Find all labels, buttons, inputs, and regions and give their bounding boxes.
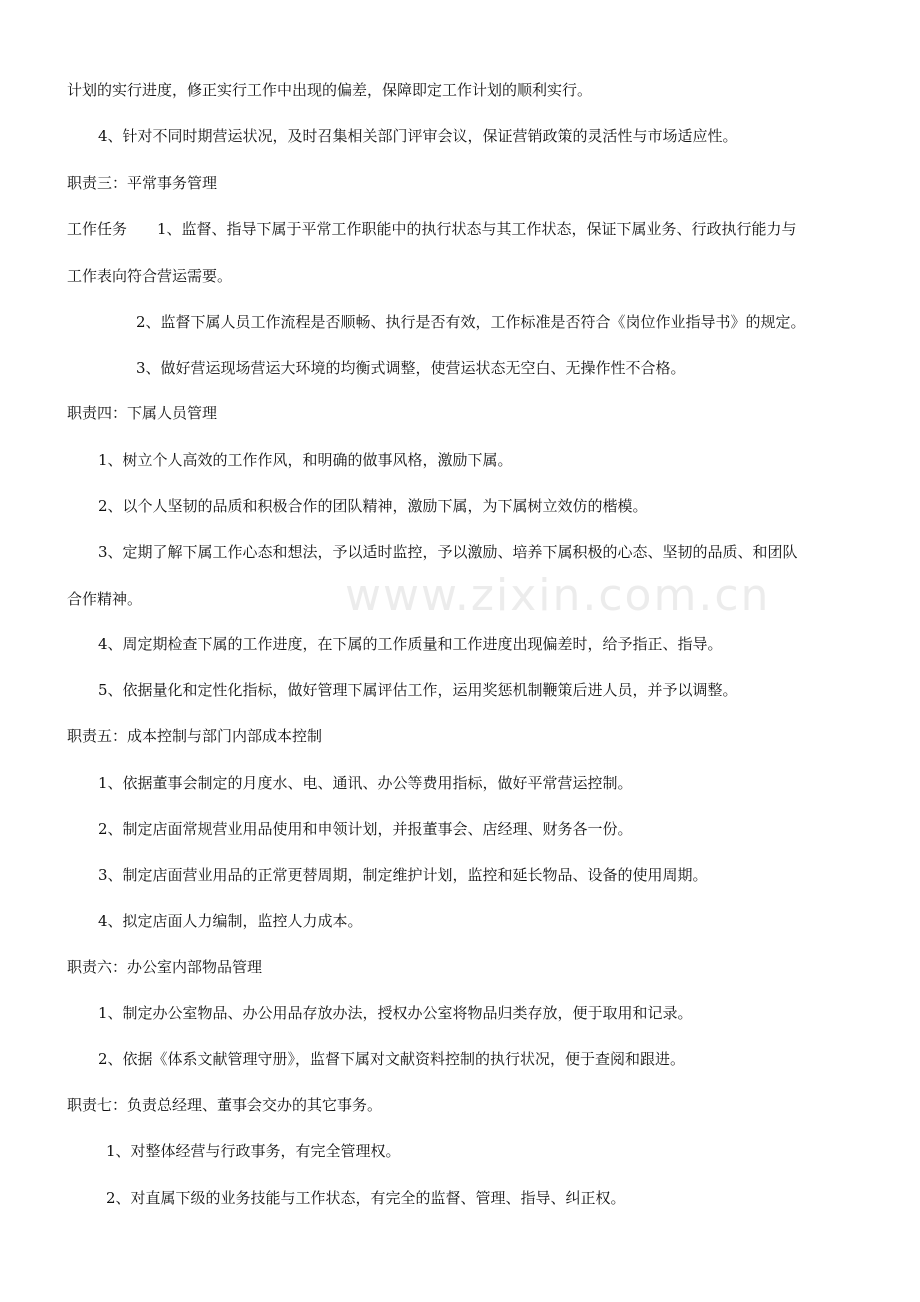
section-heading: 职责五：成本控制与部门内部成本控制 [67,727,323,745]
text-line: 1、树立个人高效的工作作风，和明确的做事风格，激励下属。 [98,451,513,469]
text-line: 合作精神。 [67,590,143,608]
text-line: 2、对直属下级的业务技能与工作状态，有完全的监督、管理、指导、纠正权。 [106,1189,626,1207]
text-line: 2、监督下属人员工作流程是否顺畅、执行是否有效，工作标准是否符合《岗位作业指导书》的规定。 [136,313,806,331]
text-line: 1、制定办公室物品、办公用品存放办法，授权办公室将物品归类存放，便于取用和记录。 [98,1004,693,1022]
text-line: 2、依据《体系文献管理守册》，监督下属对文献资料控制的执行状况，便于查阅和跟进。 [98,1050,686,1068]
section-heading: 职责六：办公室内部物品管理 [67,958,263,976]
text-line: 3、制定店面营业用品的正常更替周期，制定维护计划，监控和延长物品、设备的使用周期。 [98,866,708,884]
section-heading: 职责四：下属人员管理 [67,404,218,422]
text-line: 2、制定店面常规营业用品使用和申领计划，并报董事会、店经理、财务各一份。 [98,820,633,838]
section-heading: 职责三：平常事务管理 [67,174,218,192]
text-line: 4、针对不同时期营运状况，及时召集相关部门评审会议，保证营销政策的灵活性与市场适应性。 [98,127,738,145]
text-line: 4、拟定店面人力编制，监控人力成本。 [98,912,363,930]
text-line: 2、以个人坚韧的品质和积极合作的团队精神，激励下属，为下属树立效仿的楷模。 [98,497,648,515]
text-line: 工作表向符合营运需要。 [67,267,233,285]
text-line: 4、周定期检查下属的工作进度，在下属的工作质量和工作进度出现偏差时，给予指正、指导。 [98,635,723,653]
text-line: 3、定期了解下属工作心态和想法，予以适时监控，予以激励、培养下属积极的心态、坚韧的品质、和团队 [98,543,798,561]
text-line: 3、做好营运现场营运大环境的均衡式调整，使营运状态无空白、无操作性不合格。 [136,359,686,377]
text-line: 1、对整体经营与行政事务，有完全管理权。 [106,1142,401,1160]
watermark: www.zixin.com.cn [345,570,771,621]
section-heading: 职责七：负责总经理、董事会交办的其它事务。 [67,1096,383,1114]
text-line: 5、依据量化和定性化指标，做好管理下属评估工作，运用奖惩机制鞭策后进人员，并予以调整。 [98,681,738,699]
text-line: 计划的实行进度，修正实行工作中出现的偏差，保障即定工作计划的顺利实行。 [67,81,593,99]
text-line: 1、依据董事会制定的月度水、电、通讯、办公等费用指标，做好平常营运控制。 [98,774,633,792]
text-line: 工作任务 1、监督、指导下属于平常工作职能中的执行状态与其工作状态，保证下属业务、行政执行能力与 [67,220,797,238]
